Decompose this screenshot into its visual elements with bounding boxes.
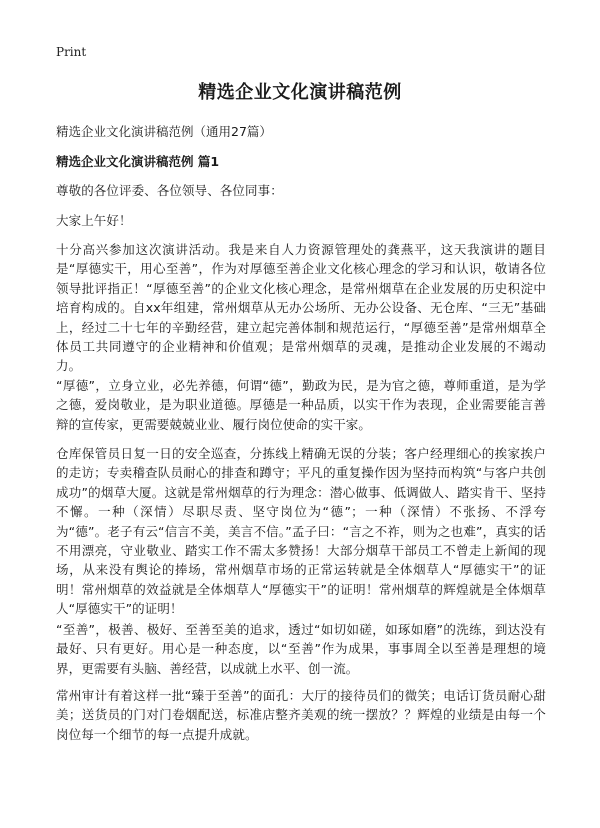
body-paragraph: “厚德”，立身立业，必先养德，何谓“德”，勤政为民，是为官之德，尊师重道，是为学之德，爱岗敬业，是为职业道德。厚德是一种品质，以实干作为表现，企业需要能言善辩的宣传家，更需要兢兢业业、履行岗位使命的实干家。: [56, 378, 546, 432]
print-link[interactable]: Print: [56, 45, 87, 59]
body-paragraph: 仓库保管员日复一日的安全巡查，分拣线上精确无误的分装；客户经理细心的挨家挨户的走访；专卖稽查队员耐心的排查和蹲守；平凡的重复操作因为坚持而构筑“与客户共创成功”的烟草大厦。这就是常州烟草的行为理念：潜心做事、低调做人、踏实肯干、坚持不懈。一种（深情）尽职尽责、坚守岗位为“德”；一种（深情）不张扬、不浮夸为“德”。老子有云“信言不美，美言不信。”孟子曰：“言之不祚，则为之也难”，真实的话不用漂亮，守业敬业、踏实工作不需太多赞扬！大部分烟草干部员工不曾走上新闻的现场，从来没有舆论的捧场，常州烟草市场的正常运转就是全体烟草人“厚德实干”的证明！常州烟草的效益就是全体烟草人“厚德实干”的证明！常州烟草的辉煌就是全体烟草人“厚德实干”的证明！: [56, 446, 546, 617]
greeting-paragraph: 大家上午好！: [56, 213, 132, 228]
body-paragraph: 十分高兴参加这次演讲活动。我是来自人力资源管理处的龚燕平，这天我演讲的题目是“厚德实干，用心至善”，作为对厚德至善企业文化核心理念的学习和认识，敬请各位领导批评指正！“厚德至善”的企业文化核心理念，是常州烟草在企业发展的历史积淀中培育构成的。自xx年组建，常州烟草从无办公场所、无办公设备、无仓库、“三无”基础上，经过二十七年的辛勤经营，建立起完善体制和规范运行，“厚德至善”是常州烟草全体员工共同遵守的企业精神和价值观；是常州烟草的灵魂，是推动企业发展的不竭动力。: [56, 242, 546, 374]
page-title: 精选企业文化演讲稿范例: [198, 82, 402, 103]
salutation-paragraph: 尊敬的各位评委、各位领导、各位同事：: [56, 183, 283, 198]
body-paragraph: “至善”，极善、极好、至善至美的追求，透过“如切如磋，如琢如磨”的洗练，到达没有最好、只有更好。用心是一种态度，以“至善”作为成果，事事周全以至善是理想的境界，更需要有头脑、善经营，以成就上水平、创一流。: [56, 622, 546, 676]
section-heading: 精选企业文化演讲稿范例 篇1: [56, 154, 220, 169]
body-paragraph: 常州审计有着这样一批“臻于至善”的面孔：大厅的接待员们的微笑；电话订货员耐心甜美；送货员的门对门卷烟配送，标准店整齐美观的统一摆放？？辉煌的业绩是由每一个岗位每一个细节的每一点提升成就。: [56, 688, 546, 742]
document-subtitle: 精选企业文化演讲稿范例（通用27篇）: [56, 124, 272, 139]
